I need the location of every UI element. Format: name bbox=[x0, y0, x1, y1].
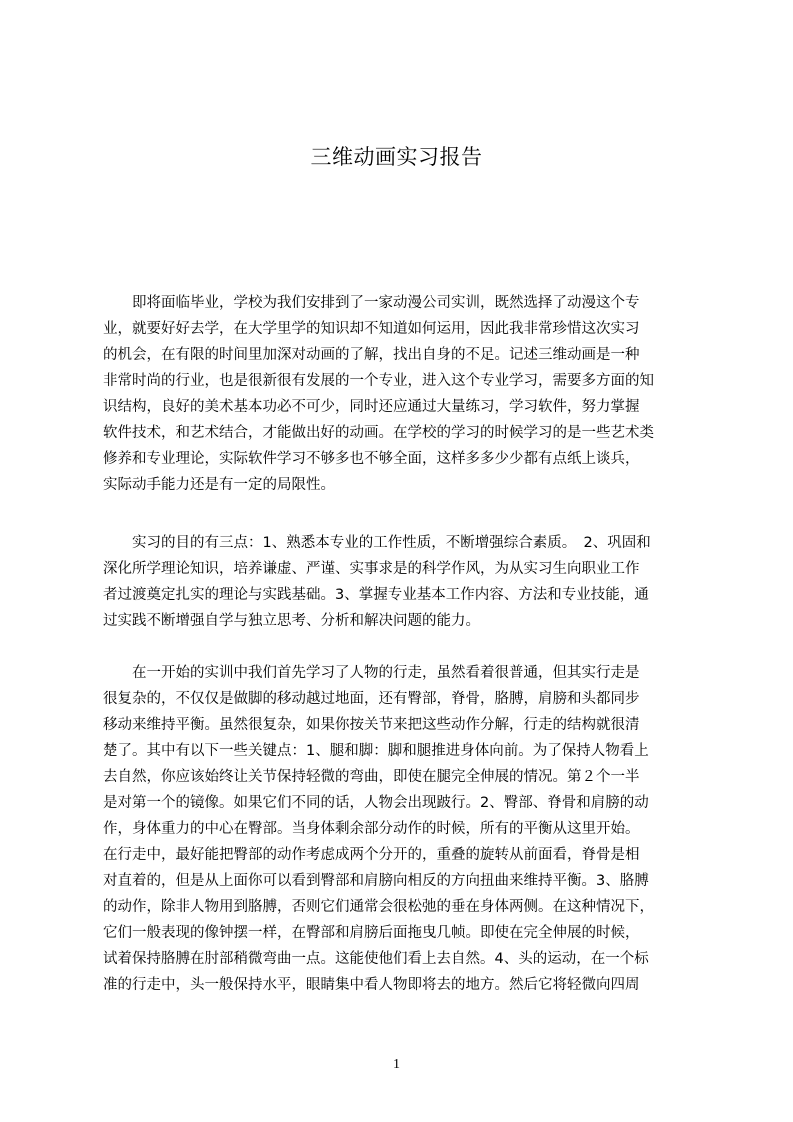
paragraph-walk-cycle bbox=[103, 660, 697, 998]
text-line: 去自然，你应该始终让关节保持轻微的弯曲，即使在腿完全伸展的情况。第２个一半 bbox=[103, 769, 640, 785]
text-line: 楚了。其中有以下一些关键点：1、腿和脚：脚和腿推进身体向前。为了保持人物看上 bbox=[103, 743, 649, 759]
text-line: 修养和专业理论，实际软件学习不够多也不够全面，这样多多少少都有点纸上谈兵， bbox=[103, 451, 640, 467]
text-line: 深化所学理论知识，培养谦虚、严谨、实事求是的科学作风，为从实习生向职业工作 bbox=[103, 561, 640, 577]
text-line: 实际动手能力还是有一定的局限性。 bbox=[103, 477, 335, 493]
text-line: 试着保持胳膊在肘部稍微弯曲一点。这能使他们看上去自然。4、头的运动，在一个标 bbox=[103, 951, 649, 967]
text-line: 软件技术，和艺术结合，才能做出好的动画。在学校的学习的时候学习的是一些艺术类 bbox=[103, 425, 654, 441]
document-title: 三维动画实习报告 bbox=[310, 145, 483, 169]
text-line: 对直着的，但是从上面你可以看到臀部和肩膀向相反的方向扭曲来维持平衡。3、胳膊 bbox=[103, 873, 649, 889]
text-line: 过实践不断增强自学与独立思考、分析和解决问题的能力。 bbox=[103, 613, 480, 629]
page-number: 1 bbox=[393, 1057, 400, 1072]
text-line: 很复杂的，不仅仅是做脚的移动越过地面，还有臀部，脊骨，胳膊，肩膀和头都同步 bbox=[103, 691, 640, 707]
text-line: 它们一般表现的像钟摆一样，在臀部和肩膀后面拖曳几帧。即使在完全伸展的时候， bbox=[103, 925, 640, 941]
text-line: 作，身体重力的中心在臀部。当身体剩余部分动作的时候，所有的平衡从这里开始。 bbox=[103, 821, 640, 837]
text-line: 的机会，在有限的时间里加深对动画的了解，找出自身的不足。记述三维动画是一种 bbox=[103, 347, 640, 363]
text-line: 者过渡奠定扎实的理论与实践基础。3、掌握专业基本工作内容、方法和专业技能，通 bbox=[103, 587, 649, 603]
text-line: 业，就要好好去学，在大学里学的知识却不知道如何运用，因此我非常珍惜这次实习 bbox=[103, 321, 640, 337]
text-line: 的动作，除非人物用到胳膊，否则它们通常会很松弛的垂在身体两侧。在这种情况下， bbox=[103, 899, 654, 915]
paragraph-purpose bbox=[103, 530, 697, 634]
text-line: 是对第一个的镜像。如果它们不同的话，人物会出现跛行。2、臀部、脊骨和肩膀的动 bbox=[103, 795, 649, 811]
text-line: 识结构，良好的美术基本功必不可少，同时还应通过大量练习，学习软件，努力掌握 bbox=[103, 399, 640, 415]
text-line: 在行走中，最好能把臀部的动作考虑成两个分开的，重叠的旋转从前面看，脊骨是相 bbox=[103, 847, 640, 863]
text-line: 移动来维持平衡。虽然很复杂，如果你按关节来把这些动作分解，行走的结构就很清 bbox=[103, 717, 640, 733]
text-line: 实习的目的有三点：1、熟悉本专业的工作性质，不断增强综合素质。 2、巩固和 bbox=[103, 535, 651, 551]
text-line: 即将面临毕业，学校为我们安排到了一家动漫公司实训，既然选择了动漫这个专 bbox=[103, 295, 640, 311]
text-line: 准的行走中，头一般保持水平，眼睛集中看人物即将去的地方。然后它将轻微向四周 bbox=[103, 977, 640, 993]
text-line: 在一开始的实训中我们首先学习了人物的行走，虽然看着很普通，但其实行走是 bbox=[103, 665, 640, 681]
text-line: 非常时尚的行业，也是很新很有发展的一个专业，进入这个专业学习，需要多方面的知 bbox=[103, 373, 654, 389]
paragraph-intro bbox=[103, 290, 697, 498]
